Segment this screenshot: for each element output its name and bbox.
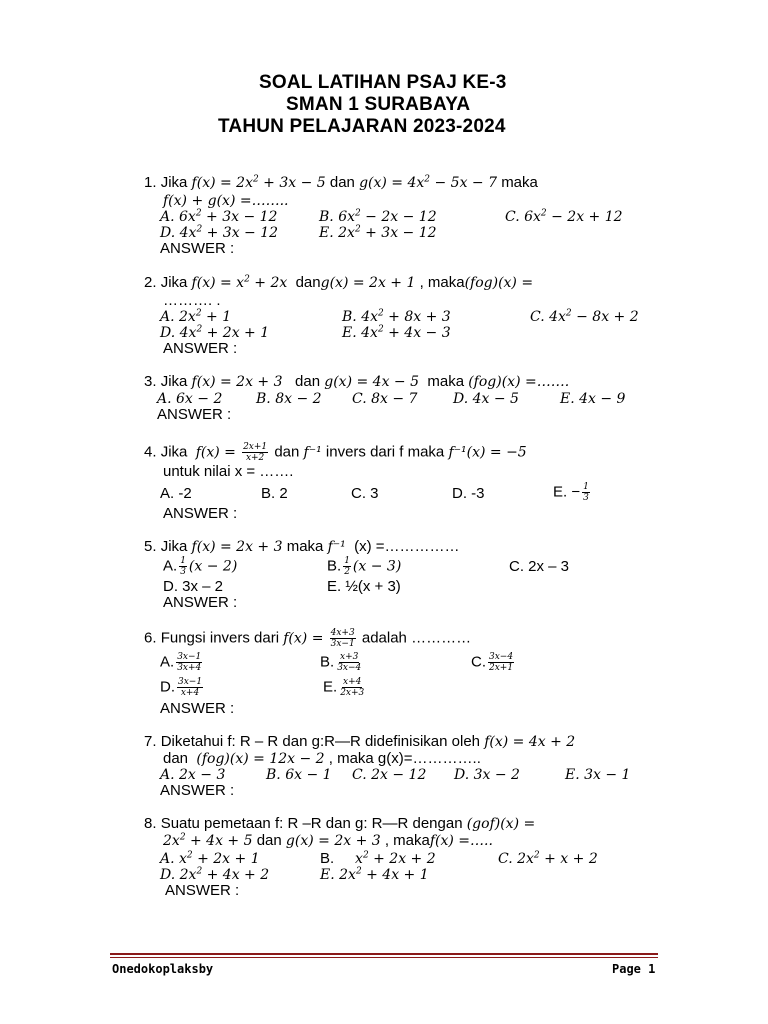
- q1-option-b: [319, 208, 437, 225]
- q8-stem-line-2: [163, 832, 493, 849]
- q5-option-b-den: 2: [344, 567, 350, 577]
- q5-text: Jika: [160, 538, 188, 555]
- q2-stem-line-2: ………. .: [163, 292, 221, 309]
- q3-answer-label: ANSWER :: [157, 406, 232, 423]
- q6-option-d: [160, 677, 205, 698]
- q5-finv: f⁻¹: [327, 539, 346, 555]
- q8-number: 8.: [144, 815, 157, 832]
- q3-text: dan: [295, 373, 321, 390]
- q2-option-c: [530, 308, 639, 325]
- q6-text: adalah …………: [361, 629, 472, 647]
- q2-option-d: [160, 324, 269, 341]
- q5-option-a-num: 1: [180, 556, 186, 566]
- q1-text: dan: [329, 174, 355, 191]
- q1-option-e: [319, 224, 437, 241]
- q2-number: 2.: [144, 274, 157, 291]
- q6-option-c-fraction: [488, 652, 514, 673]
- q2-stem-line-1: [144, 274, 533, 291]
- q2-answer-label: ANSWER :: [163, 340, 238, 357]
- q4-text: dan: [274, 443, 300, 461]
- q7-stem-line-1: [144, 733, 575, 750]
- q4-stem-line-2: untuk nilai x = …….: [163, 463, 294, 480]
- q6-option-c-label: C.: [471, 653, 486, 671]
- q6-option-e: [323, 677, 367, 698]
- q3-option-d-text: D. 4x − 5: [453, 391, 519, 407]
- q5-option-b-label: B.: [327, 557, 342, 575]
- q3-option-c: [352, 390, 417, 407]
- q7-text: dan: [163, 750, 189, 767]
- q3-text: Jika: [160, 373, 188, 390]
- q5-number: 5.: [144, 538, 157, 555]
- q3-option-e: [560, 390, 625, 407]
- q6-option-d-den: x+4: [180, 688, 200, 698]
- q4-option-e: [553, 482, 592, 503]
- q3-option-e-text: E. 4x − 9: [560, 391, 626, 407]
- q6-option-e-fraction: [339, 677, 365, 698]
- q3-f: f(x) = 2x + 3: [191, 374, 283, 390]
- q6-option-e-label: E.: [323, 678, 338, 696]
- q4-fraction: [242, 442, 268, 463]
- q7-option-e-text: E. 3x − 1: [565, 767, 631, 783]
- q2-text: Jika: [160, 274, 188, 291]
- q5-option-a-den: 3: [180, 567, 186, 577]
- q6-option-c-num: 3x−4: [489, 652, 514, 662]
- q5-stem: [144, 538, 460, 555]
- q8-option-a: [160, 850, 260, 867]
- q1-option-e-text: E. $2x^2 + 3x - 12$: [319, 224, 437, 241]
- q5-text: maka: [286, 538, 324, 555]
- q6-option-b-label: B.: [320, 653, 335, 671]
- q4-answer-label: ANSWER :: [163, 505, 238, 522]
- q2-option-d-text: D. $4x^2 + 2x + 1$: [160, 324, 270, 341]
- q3-option-d: [453, 390, 519, 407]
- q2-fog: (fog)(x) =: [464, 275, 534, 291]
- q3-option-a: [157, 390, 222, 407]
- q8-option-e: [320, 866, 429, 883]
- q8-gof: (gof)(x) =: [466, 816, 536, 832]
- q1-option-c-text: C. $6x^2 - 2x + 12$: [505, 208, 623, 225]
- q8-option-e-text: E. $2x^2 + 4x + 1$: [320, 866, 429, 883]
- q8-option-a-text: A. $x^2 + 2x + 1$: [160, 850, 260, 867]
- q4-text: invers dari f maka: [325, 443, 445, 461]
- q1-f: $f(x) = 2x^2 + 3x - 5$: [191, 174, 326, 191]
- q6-fraction: [330, 628, 356, 649]
- q6-option-b-den: 3x−4: [337, 663, 362, 673]
- q1-sum: f(x) + g(x) =……..: [163, 193, 289, 209]
- q6-option-a: [160, 652, 204, 673]
- q6-option-e-num: x+4: [343, 677, 362, 687]
- q7-stem-line-2: [163, 750, 481, 767]
- footer-author: Onedokoplaksby: [112, 962, 214, 976]
- q6-option-a-fraction: [176, 652, 202, 673]
- q5-option-a: [163, 556, 237, 577]
- q1-text: maka: [501, 174, 538, 191]
- q5-option-b-text: (x − 3): [352, 558, 402, 575]
- title-line-2: SMAN 1 SURABAYA: [286, 94, 471, 115]
- q6-option-a-den: 3x+4: [177, 663, 202, 673]
- q4-option-b: B. 2: [261, 485, 288, 502]
- q8-option-b: [320, 850, 436, 867]
- q2-text: , maka: [419, 274, 465, 291]
- q4-finv-eq: f⁻¹(x) = −5: [448, 444, 527, 461]
- q1-option-a: [160, 208, 277, 225]
- q2-option-a: [160, 308, 231, 325]
- q7-f: f(x) = 4x + 2: [484, 734, 576, 750]
- q3-option-a-text: A. 6x − 2: [157, 391, 223, 407]
- q2-option-e-text: E. $4x^2 + 4x - 3$: [342, 324, 451, 341]
- q8-text: dan: [256, 832, 282, 849]
- q8-option-d: [160, 866, 269, 883]
- q6-fraction-num: 4x+3: [330, 628, 355, 638]
- q6-text: Fungsi invers dari: [160, 629, 280, 647]
- q6-option-a-num: 3x−1: [177, 652, 202, 662]
- q8-option-b-label: B.: [320, 850, 335, 867]
- q2-option-a-text: A. $2x^2 + 1$: [160, 308, 232, 325]
- q6-option-c: [471, 652, 516, 673]
- q4-text: Jika: [160, 443, 188, 461]
- q7-option-c: [352, 766, 426, 783]
- q8-option-b-text: $x^2 + 2x + 2$: [355, 850, 436, 867]
- q5-option-b-num: 1: [344, 556, 350, 566]
- q7-option-b-text: B. 6x − 1: [266, 767, 332, 783]
- q7-text: , maka g(x)=…………..: [328, 750, 481, 767]
- q1-number: 1.: [144, 174, 157, 191]
- q3-option-c-text: C. 8x − 7: [352, 391, 418, 407]
- q2-option-c-text: C. $4x^2 - 8x + 2$: [530, 308, 639, 325]
- q5-option-a-text: (x − 2): [188, 558, 238, 575]
- q1-g: $g(x) = 4x^2 - 5x - 7$: [359, 174, 498, 191]
- footer-rule: [110, 953, 658, 955]
- q8-stem-line-1: [144, 815, 535, 832]
- q2-g: g(x) = 2x + 1: [320, 275, 416, 291]
- q4-option-e-num: 1: [583, 482, 589, 492]
- q1-option-d-text: D. $4x^2 + 3x - 12$: [160, 224, 279, 241]
- q7-answer-label: ANSWER :: [160, 782, 235, 799]
- footer-rule-thin: [110, 957, 658, 958]
- q6-f: f(x) =: [283, 630, 324, 647]
- q1-option-a-text: A. $6x^2 + 3x - 12$: [160, 208, 278, 225]
- q5-option-a-label: A.: [163, 557, 178, 575]
- q6-option-d-num: 3x−1: [178, 677, 203, 687]
- q6-answer-label: ANSWER :: [160, 700, 235, 717]
- q4-option-a: A. -2: [160, 485, 192, 502]
- q5-answer-label: ANSWER :: [163, 594, 238, 611]
- q5-f: f(x) = 2x + 3: [191, 539, 283, 555]
- q4-option-c: C. 3: [351, 485, 379, 502]
- q6-number: 6.: [144, 629, 157, 647]
- q4-option-e-fraction: [582, 482, 590, 503]
- q4-option-e-prefix: E. −: [553, 483, 581, 501]
- q7-option-b: [266, 766, 332, 783]
- q7-number: 7.: [144, 733, 157, 750]
- q3-text: maka: [427, 373, 465, 390]
- q8-option-c-text: C. $2x^2 + x + 2$: [498, 850, 598, 867]
- q5-option-d: D. 3x – 2: [163, 578, 224, 595]
- q5-option-a-fraction: [179, 556, 187, 577]
- title-line-1: SOAL LATIHAN PSAJ KE-3: [259, 72, 507, 93]
- q3-stem: [144, 373, 569, 390]
- q6-option-a-label: A.: [160, 653, 175, 671]
- q5-option-b-fraction: [343, 556, 351, 577]
- q2-text: dan: [295, 274, 321, 291]
- q1-stem-line-1: [144, 174, 538, 191]
- q8-text: , maka: [384, 832, 430, 849]
- q7-text: Diketahui f: R – R dan g:R—R didefinisikan oleh: [160, 733, 481, 750]
- q2-option-b: [342, 308, 451, 325]
- q7-option-a-text: A. 2x − 3: [160, 767, 226, 783]
- q7-option-a: [160, 766, 225, 783]
- q5-text: (x) =……………: [354, 538, 460, 555]
- q7-option-d: [454, 766, 520, 783]
- q8-f: f(x) =…..: [429, 833, 493, 849]
- q4-number: 4.: [144, 443, 157, 461]
- q3-g: g(x) = 4x − 5: [324, 374, 420, 390]
- title-line-3: TAHUN PELAJARAN 2023-2024: [218, 116, 506, 137]
- q6-option-c-den: 2x+1: [489, 663, 514, 673]
- q6-option-b: [320, 652, 364, 673]
- q6-option-e-den: 2x+3: [340, 688, 365, 698]
- q3-option-b-text: B. 8x − 2: [256, 391, 322, 407]
- q6-option-b-num: x+3: [340, 652, 359, 662]
- q8-g: g(x) = 2x + 3: [285, 833, 381, 849]
- q8-option-c: [498, 850, 598, 867]
- q3-fog: (fog)(x) =…….: [468, 374, 570, 390]
- q5-option-c: C. 2x – 3: [509, 558, 570, 575]
- q4-finv: f⁻¹: [303, 444, 322, 461]
- q6-stem: [144, 628, 471, 649]
- q4-fraction-num: 2x+1: [243, 442, 268, 452]
- q4-option-d: D. -3: [452, 485, 485, 502]
- q6-fraction-den: 3x−1: [330, 639, 355, 649]
- q7-option-c-text: C. 2x − 12: [352, 767, 427, 783]
- q5-option-b: [327, 556, 401, 577]
- q7-option-d-text: D. 3x − 2: [454, 767, 520, 783]
- q3-option-b: [256, 390, 322, 407]
- q8-gof-rhs: $2x^2 + 4x + 5$: [163, 832, 253, 849]
- q6-option-d-fraction: [177, 677, 203, 698]
- q7-option-e: [565, 766, 630, 783]
- q8-answer-label: ANSWER :: [165, 882, 240, 899]
- q8-option-d-text: D. $2x^2 + 4x + 2$: [160, 866, 270, 883]
- q6-option-b-fraction: [336, 652, 362, 673]
- q4-fraction-den: x+2: [245, 453, 265, 463]
- q6-option-d-label: D.: [160, 678, 175, 696]
- q8-text: Suatu pemetaan f: R –R dan g: R—R dengan: [160, 815, 463, 832]
- q2-option-b-text: B. $4x^2 + 8x + 3$: [342, 308, 451, 325]
- q1-option-c: [505, 208, 623, 225]
- q1-text: Jika: [160, 174, 188, 191]
- q7-fog: (fog)(x) = 12x − 2: [196, 751, 325, 767]
- q4-f: f(x) =: [195, 444, 236, 461]
- q2-option-e: [342, 324, 451, 341]
- q2-f: $f(x) = x^2 + 2x$: [191, 274, 288, 291]
- q1-option-b-text: B. $6x^2 - 2x - 12$: [319, 208, 437, 225]
- q3-number: 3.: [144, 373, 157, 390]
- q1-option-d: [160, 224, 278, 241]
- q4-option-e-den: 3: [583, 493, 589, 503]
- q1-stem-line-2: [163, 192, 289, 209]
- footer-page-number: Page 1: [612, 962, 656, 976]
- q1-answer-label: ANSWER :: [160, 240, 235, 257]
- q5-option-e: E. ½(x + 3): [327, 578, 401, 595]
- q4-stem-line-1: [144, 442, 527, 463]
